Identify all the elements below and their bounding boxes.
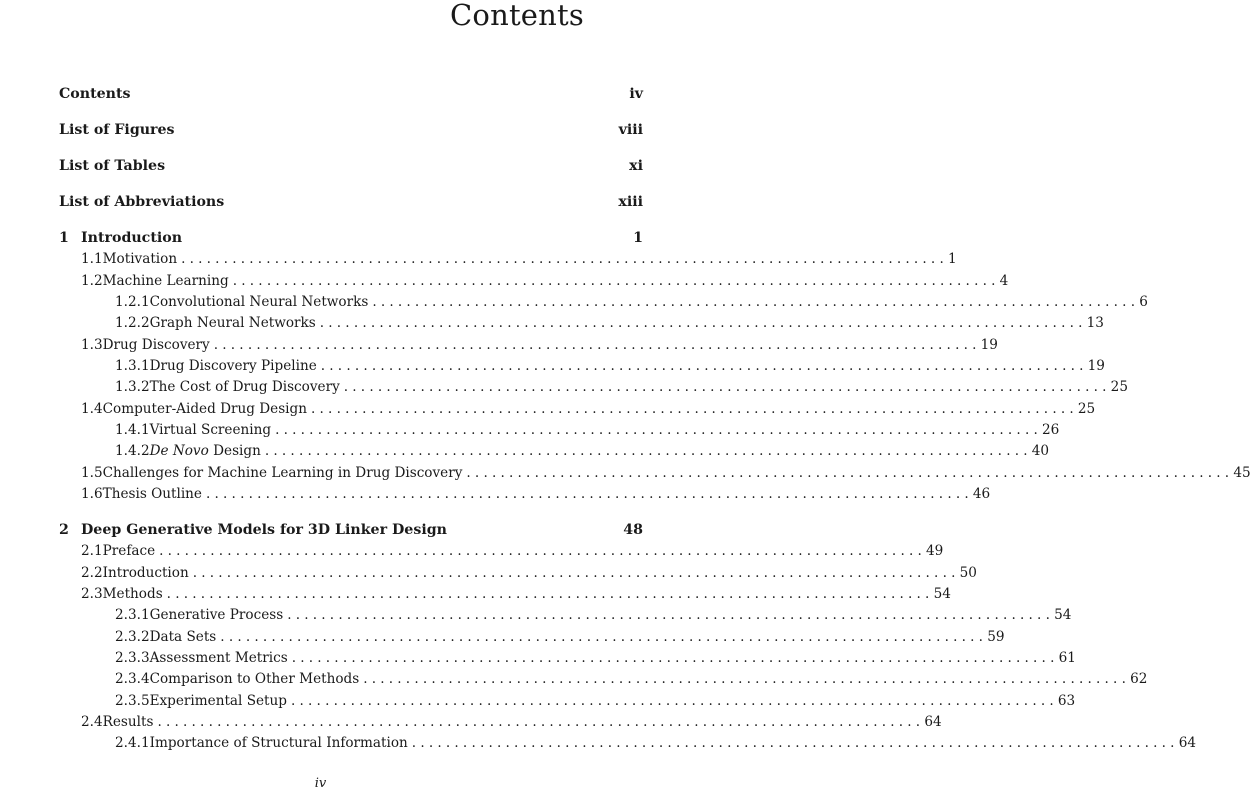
toc-entry-page: 25	[1077, 401, 1096, 417]
toc-entry-page: 49	[926, 543, 944, 559]
toc-leader-dots: ..........................................................................................	[287, 607, 1055, 623]
toc-entry-page: 46	[972, 486, 991, 502]
toc-leader-dots: ..........................................................................................	[291, 650, 1059, 666]
toc-entry-page: iv	[603, 86, 643, 102]
toc-entry-number: 1.2.2	[115, 315, 150, 331]
toc-entry-number: 2.1	[81, 543, 103, 559]
toc-entry-page: 19	[980, 337, 998, 353]
toc-entry-number: 2.3	[81, 586, 103, 602]
toc-entry-page: 64	[1178, 735, 1197, 751]
toc-leader-dots: ..........................................................................................	[159, 543, 927, 559]
toc-entry-title: Importance of Structural Information	[150, 735, 412, 751]
toc-entry-title: The Cost of Drug Discovery	[150, 379, 344, 395]
toc-entry-title: Assessment Metrics	[150, 650, 292, 666]
toc-leader-dots: ..........................................................................................	[320, 358, 1088, 374]
toc-entry-title: Challenges for Machine Learning in Drug Discovery	[103, 465, 467, 481]
toc-entry-title: Drug Discovery	[103, 337, 214, 353]
toc-entry-page: 13	[1086, 315, 1104, 331]
toc-entry-title: Thesis Outline	[103, 486, 206, 502]
toc-frontmatter-row[interactable]	[0, 122, 643, 142]
toc-entry-number: 1.2	[81, 273, 103, 289]
toc-entry-page: 45	[1233, 465, 1251, 481]
toc-section-row[interactable]	[0, 543, 944, 563]
toc-leader-dots: ..........................................................................................	[411, 735, 1179, 751]
page-title: Contents	[450, 0, 584, 32]
toc-entry-page: 50	[959, 565, 977, 581]
toc-entry-page: 54	[1054, 607, 1072, 623]
toc-subsection-row[interactable]	[0, 629, 1005, 649]
toc-leader-dots: ..........................................................................................	[192, 565, 960, 581]
toc-subsection-row[interactable]	[0, 422, 1060, 442]
toc-section-row[interactable]	[0, 486, 991, 506]
toc-chapter-row[interactable]	[0, 230, 643, 250]
toc-entry-page: 61	[1058, 650, 1076, 666]
toc-chapter-number: 1	[59, 230, 69, 246]
toc-entry-title: Results	[103, 714, 158, 730]
toc-entry-title: Comparison to Other Methods	[150, 671, 364, 687]
toc-entry-title: Experimental Setup	[150, 693, 291, 709]
toc-entry-title: Motivation	[103, 251, 181, 267]
toc-entry-page: 26	[1042, 422, 1060, 438]
toc-entry-title: Introduction	[103, 565, 193, 581]
toc-entry-title-rest: Design	[208, 443, 261, 459]
toc-leader-dots: ..........................................................................................	[205, 486, 973, 502]
toc-entry-page: 4	[999, 273, 1009, 289]
toc-section-row[interactable]	[0, 401, 1096, 421]
toc-entry-page: 63	[1057, 693, 1076, 709]
page-number-footer: iv	[314, 776, 327, 791]
toc-subsection-row[interactable]	[0, 671, 1148, 691]
toc-leader-dots: ..........................................................................................	[466, 465, 1234, 481]
toc-entry-title: Drug Discovery Pipeline	[150, 358, 321, 374]
toc-entry-number: 2.3.5	[115, 693, 150, 709]
toc-subsection-row[interactable]	[0, 315, 1104, 335]
toc-leader-dots: ..........................................................................................	[363, 671, 1131, 687]
toc-entry-number: 2.4	[81, 714, 103, 730]
toc-leader-dots: ..........................................................................................	[372, 294, 1140, 310]
toc-leader-dots: ..........................................................................................	[166, 586, 934, 602]
toc-entry-page: 19	[1087, 358, 1105, 374]
toc-entry-number: 1.3.2	[115, 379, 150, 395]
toc-leader-dots: ..........................................................................................	[181, 251, 948, 267]
toc-entry-title: Preface	[103, 543, 159, 559]
toc-subsection-row[interactable]	[0, 443, 1050, 463]
toc-entry-number: 1.4.2	[115, 443, 150, 459]
toc-leader-dots: ..........................................................................................	[343, 379, 1111, 395]
toc-entry-title-italic: De Novo	[149, 443, 209, 459]
toc-entry-page: 6	[1139, 294, 1148, 310]
toc-chapter-page: 1	[603, 230, 643, 246]
toc-entry-number: 1.4.1	[115, 422, 150, 438]
toc-entry-number: 1.5	[81, 465, 103, 481]
toc-section-row[interactable]	[0, 465, 1251, 485]
toc-entry-title: Data Sets	[150, 629, 221, 645]
toc-chapter-row[interactable]	[0, 522, 643, 542]
toc-entry-number: 2.3.1	[115, 607, 150, 623]
toc-leader-dots: ..........................................................................................	[290, 693, 1058, 709]
toc-frontmatter-row[interactable]	[0, 194, 643, 214]
toc-entry-number: 1.3	[81, 337, 103, 353]
toc-entry-title: Methods	[103, 586, 167, 602]
toc-entry-page: 1	[947, 251, 957, 267]
toc-entry-page: xi	[603, 158, 643, 174]
toc-section-row[interactable]	[0, 251, 957, 271]
toc-entry-page: 64	[924, 714, 942, 730]
toc-subsection-row[interactable]	[0, 650, 1076, 670]
toc-leader-dots: ..........................................................................................	[157, 714, 925, 730]
toc-subsection-row[interactable]	[0, 294, 1148, 314]
toc-entry-title: List of Tables	[59, 158, 169, 174]
toc-entry-title: Computer-Aided Drug Design	[103, 401, 311, 417]
toc-subsection-row[interactable]	[0, 607, 1072, 627]
toc-entry-number: 1.2.1	[115, 294, 150, 310]
toc-subsection-row[interactable]	[0, 735, 1197, 755]
toc-leader-dots: ..........................................................................................	[220, 629, 988, 645]
toc-chapter-title: Deep Generative Models for 3D Linker Design	[81, 522, 451, 538]
toc-entry-title: Generative Process	[150, 607, 288, 623]
toc-entry-number: 2.3.2	[115, 629, 150, 645]
toc-leader-dots: ..........................................................................................	[311, 401, 1078, 417]
toc-entry-number: 1.4	[81, 401, 103, 417]
toc-entry-title	[150, 443, 265, 459]
toc-subsection-row[interactable]	[0, 379, 1128, 399]
toc-leader-dots: ..........................................................................................	[275, 422, 1042, 438]
toc-subsection-row[interactable]	[0, 358, 1105, 378]
toc-entry-title: Graph Neural Networks	[150, 315, 320, 331]
toc-entry-title: Convolutional Neural Networks	[150, 294, 373, 310]
toc-entry-number: 1.3.1	[115, 358, 150, 374]
toc-entry-number: 1.6	[81, 486, 103, 502]
toc-entry-number: 1.1	[81, 251, 103, 267]
toc-entry-page: viii	[603, 122, 643, 138]
toc-entry-page: 62	[1130, 671, 1148, 687]
toc-entry-title: List of Abbreviations	[59, 194, 228, 210]
toc-chapter-page: 48	[603, 522, 643, 538]
toc-leader-dots: ..........................................................................................	[264, 443, 1032, 459]
toc-entry-page: 59	[987, 629, 1005, 645]
toc-entry-page: xiii	[603, 194, 643, 210]
toc-entry-page: 40	[1031, 443, 1050, 459]
toc-entry-page: 54	[933, 586, 951, 602]
toc-section-row[interactable]	[0, 586, 951, 606]
toc-entry-title: Virtual Screening	[150, 422, 276, 438]
toc-leader-dots: ..........................................................................................	[213, 337, 981, 353]
toc-entry-number: 2.3.4	[115, 671, 150, 687]
toc-leader-dots: ..........................................................................................	[232, 273, 1000, 289]
toc-chapter-title: Introduction	[81, 230, 186, 246]
toc-entry-number: 2.4.1	[115, 735, 150, 751]
toc-entry-page: 25	[1110, 379, 1128, 395]
toc-entry-number: 2.2	[81, 565, 103, 581]
toc-leader-dots: ..........................................................................................	[319, 315, 1087, 331]
toc-entry-number: 2.3.3	[115, 650, 150, 666]
toc-entry-title: Contents	[59, 86, 135, 102]
toc-section-row[interactable]	[0, 714, 942, 734]
toc-section-row[interactable]	[0, 565, 977, 585]
toc-section-row[interactable]	[0, 273, 1009, 293]
toc-subsection-row[interactable]	[0, 693, 1076, 713]
toc-frontmatter-row[interactable]	[0, 86, 643, 106]
toc-chapter-number: 2	[59, 522, 69, 538]
toc-entry-title: List of Figures	[59, 122, 179, 138]
toc-entry-title: Machine Learning	[103, 273, 233, 289]
toc-frontmatter-row[interactable]	[0, 158, 643, 178]
toc-section-row[interactable]	[0, 337, 998, 357]
